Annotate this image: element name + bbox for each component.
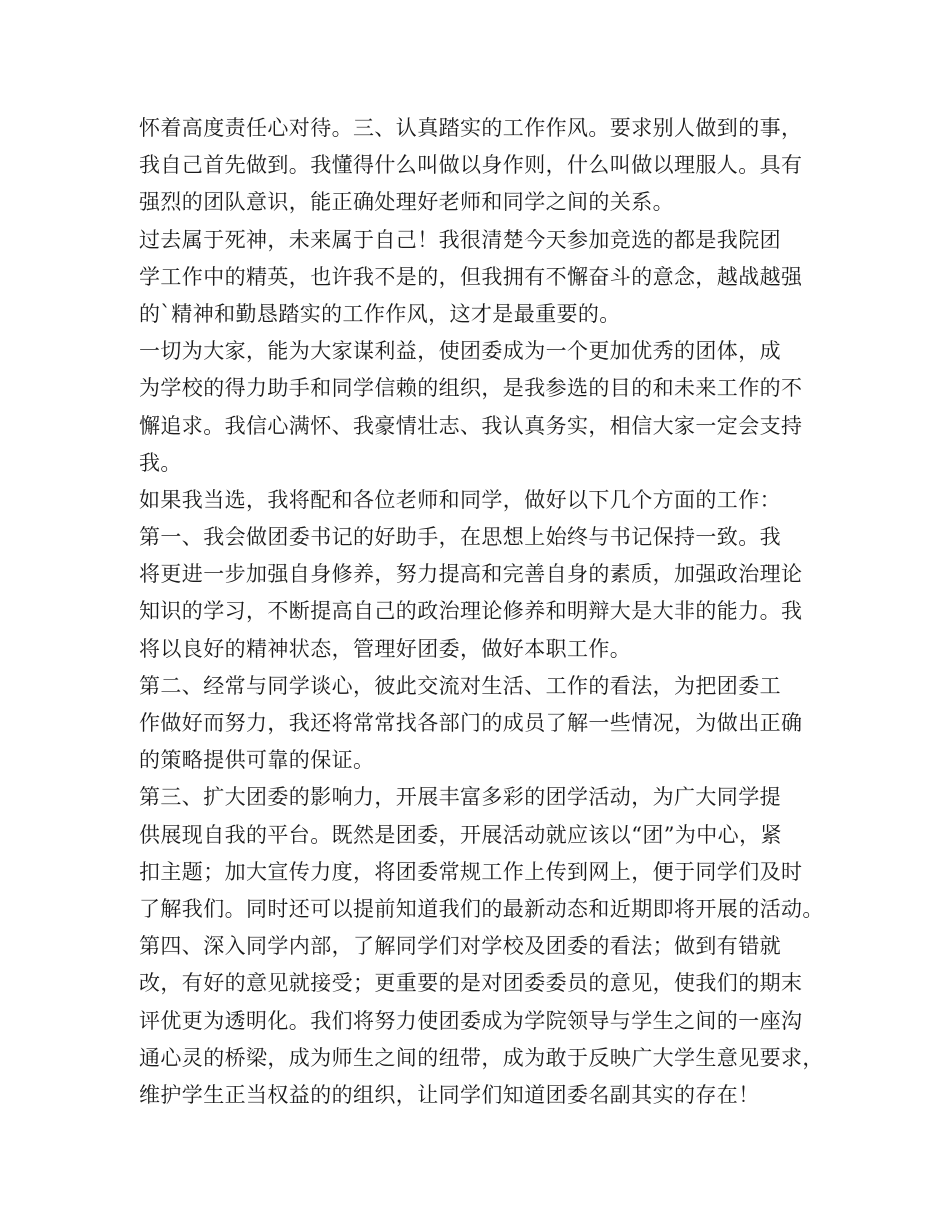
- text-line: 第一、我会做团委书记的好助手，在思想上始终与书记保持一致。我: [139, 525, 781, 550]
- text-line: 改，有好的意见就接受；更重要的是对团委委员的意见，使我们的期末: [139, 971, 803, 996]
- text-line: 作做好而努力，我还将常常找各部门的成员了解一些情况，为做出正确: [139, 711, 803, 735]
- text-line: 一切为大家，能为大家谋利益，使团委成为一个更加优秀的团体，成: [139, 339, 781, 364]
- text-line: 供展现自我的平台。既然是团委，开展活动就应该以“团”为中心，紧: [139, 822, 782, 847]
- text-line: 第三、扩大团委的影响力，开展丰富多彩的团学活动，为广大同学提: [139, 785, 781, 810]
- text-line: 我自己首先做到。我懂得什么叫做以身作则，什么叫做以理服人。具有: [139, 153, 803, 178]
- text-line: 第二、经常与同学谈心，彼此交流对生活、工作的看法，为把团委工: [139, 673, 781, 698]
- text-line: 的策略提供可靠的保证。: [139, 748, 375, 773]
- text-line: 扣主题；加大宣传力度，将团委常规工作上传到网上，便于同学们及时: [139, 859, 803, 884]
- text-line: 怀着高度责任心对待。三、认真踏实的工作作风。要求别人做到的事，: [139, 116, 803, 140]
- text-line: 强烈的团队意识，能正确处理好老师和同学之间的关系。: [139, 190, 674, 215]
- text-line: 懈追求。我信心满怀、我豪情壮志、我认真务实，相信大家一定会支持: [139, 413, 803, 438]
- text-line: 了解我们。同时还可以提前知道我们的最新动态和近期即将开展的活动。: [139, 896, 824, 921]
- text-line: 将以良好的精神状态，管理好团委，做好本职工作。: [139, 636, 632, 661]
- text-line: 如果我当选，我将配和各位老师和同学，做好以下几个方面的工作：: [139, 487, 781, 512]
- text-line: 通心灵的桥梁，成为师生之间的纽带，成为敢于反映广大学生意见要求，: [139, 1045, 824, 1070]
- text-line: 过去属于死神，未来属于自己！我很清楚今天参加竞选的都是我院团: [139, 227, 781, 252]
- text-line: 学工作中的精英，也许我不是的，但我拥有不懈奋斗的意念，越战越强: [139, 264, 803, 289]
- text-line: 第四、深入同学内部，了解同学们对学校及团委的看法；做到有错就: [139, 934, 781, 959]
- text-line: 将更进一步加强自身修养，努力提高和完善自身的素质，加强政治理论: [139, 562, 803, 587]
- text-line: 的`精神和勤恳踏实的工作作风，这才是最重要的。: [139, 301, 621, 326]
- text-line: 评优更为透明化。我们将努力使团委成为学院领导与学生之间的一座沟: [139, 1008, 803, 1033]
- text-line: 知识的学习，不断提高自己的政治理论修养和明辩大是大非的能力。我: [139, 599, 803, 624]
- text-line: 维护学生正当权益的的组织，让同学们知道团委名副其实的存在！: [139, 1082, 760, 1107]
- text-line: 我。: [139, 450, 182, 475]
- document-body: [139, 110, 829, 1114]
- text-line: 为学校的得力助手和同学信赖的组织，是我参选的目的和未来工作的不: [139, 376, 803, 401]
